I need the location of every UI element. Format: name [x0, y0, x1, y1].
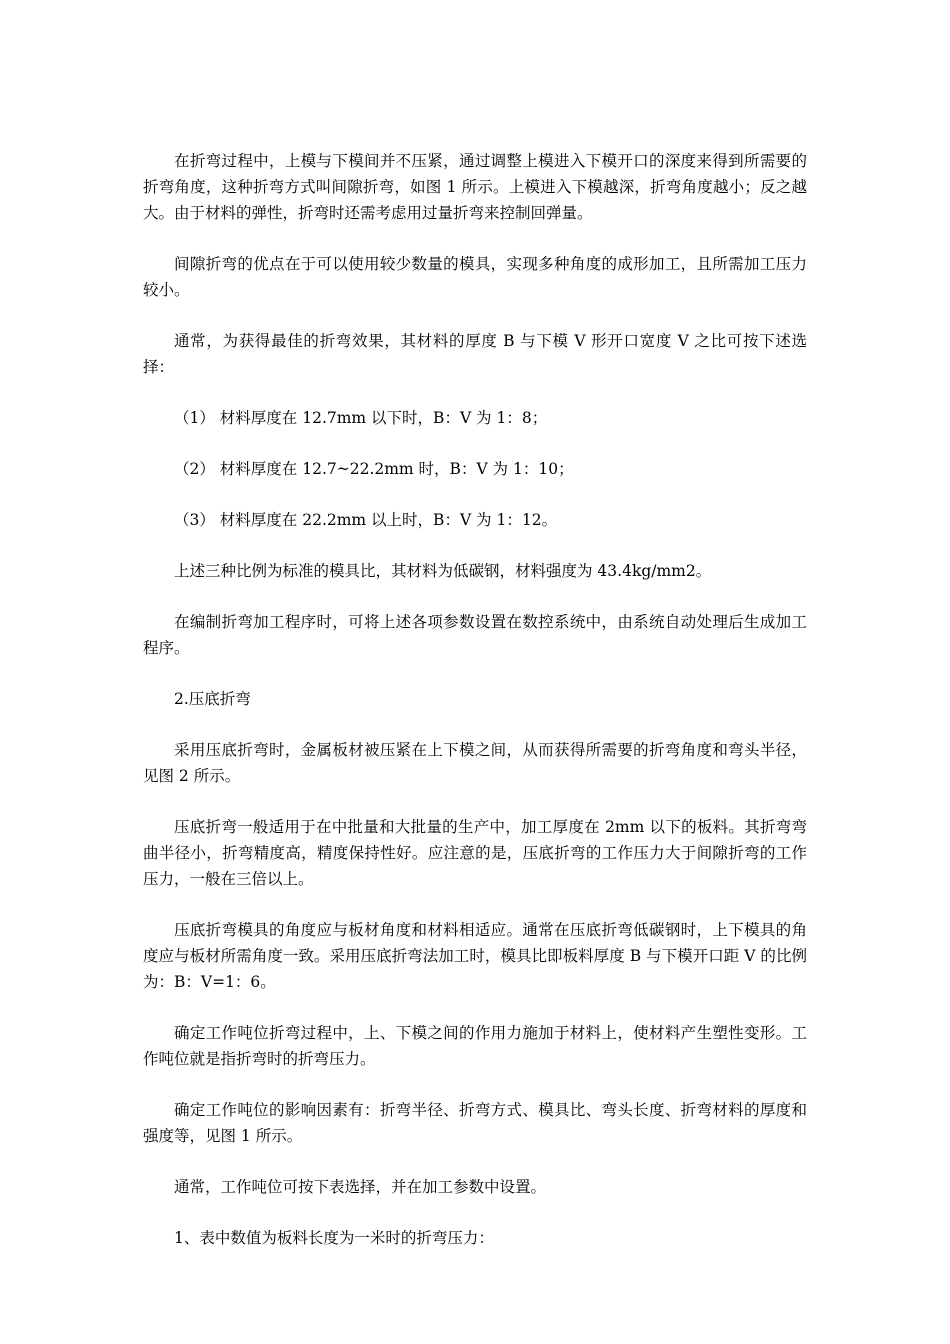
list-item-ratio-3: （3） 材料厚度在 22.2mm 以上时，B：V 为 1：12。	[174, 511, 558, 529]
paragraph-gap-bending-advantage: 间隙折弯的优点在于可以使用较少数量的模具，实现多种角度的成形加工，且所需加工压力较小。	[143, 255, 807, 299]
list-item-ratio-1: （1） 材料厚度在 12.7mm 以下时，B：V 为 1：8；	[174, 409, 548, 427]
paragraph-tonnage-definition: 确定工作吨位折弯过程中，上、下模之间的作用力施加于材料上，使材料产生塑性变形。工作吨位就是指折弯时的折弯压力。	[143, 1024, 807, 1068]
paragraph-tonnage-selection: 通常，工作吨位可按下表选择，并在加工参数中设置。	[174, 1178, 547, 1196]
paragraph-table-note: 1、表中数值为板料长度为一米时的折弯压力：	[174, 1229, 494, 1247]
paragraph-gap-bending-intro: 在折弯过程中，上模与下模间并不压紧，通过调整上模进入下模开口的深度来得到所需要的折弯角度，这种折弯方式叫间隙折弯，如图 1 所示。上模进入下模越深，折弯角度越小；反之越大。由于材料的弹性，折弯时还需考虑用过量折弯来控制回弹量。	[143, 152, 807, 222]
list-item-ratio-2: （2） 材料厚度在 12.7~22.2mm 时，B：V 为 1：10；	[174, 460, 574, 478]
paragraph-tonnage-factors: 确定工作吨位的影响因素有：折弯半径、折弯方式、模具比、弯头长度、折弯材料的厚度和强度等，见图 1 所示。	[143, 1101, 807, 1145]
paragraph-standard-ratio: 上述三种比例为标准的模具比，其材料为低碳钢，材料强度为 43.4kg/mm2。	[174, 562, 712, 580]
paragraph-programming: 在编制折弯加工程序时，可将上述各项参数设置在数控系统中，由系统自动处理后生成加工程序。	[143, 613, 807, 657]
document-body	[143, 148, 807, 1276]
section-heading-bottom-bending: 2.压底折弯	[174, 690, 251, 708]
paragraph-bottom-bending-die-angle: 压底折弯模具的角度应与板材角度和材料相适应。通常在压底折弯低碳钢时，上下模具的角度应与板材所需角度一致。采用压底折弯法加工时，模具比即板料厚度 B 与下模开口距 V 的比例为：B：V=1：6。	[143, 921, 807, 991]
paragraph-bottom-bending-usage: 压底折弯一般适用于在中批量和大批量的生产中，加工厚度在 2mm 以下的板料。其折弯弯曲半径小，折弯精度高，精度保持性好。应注意的是，压底折弯的工作压力大于间隙折弯的工作压力，一般在三倍以上。	[143, 818, 807, 888]
paragraph-ratio-selection: 通常，为获得最佳的折弯效果，其材料的厚度 B 与下模 V 形开口宽度 V 之比可按下述选择：	[143, 332, 807, 376]
paragraph-bottom-bending-intro: 采用压底折弯时，金属板材被压紧在上下模之间，从而获得所需要的折弯角度和弯头半径，见图 2 所示。	[143, 741, 807, 785]
